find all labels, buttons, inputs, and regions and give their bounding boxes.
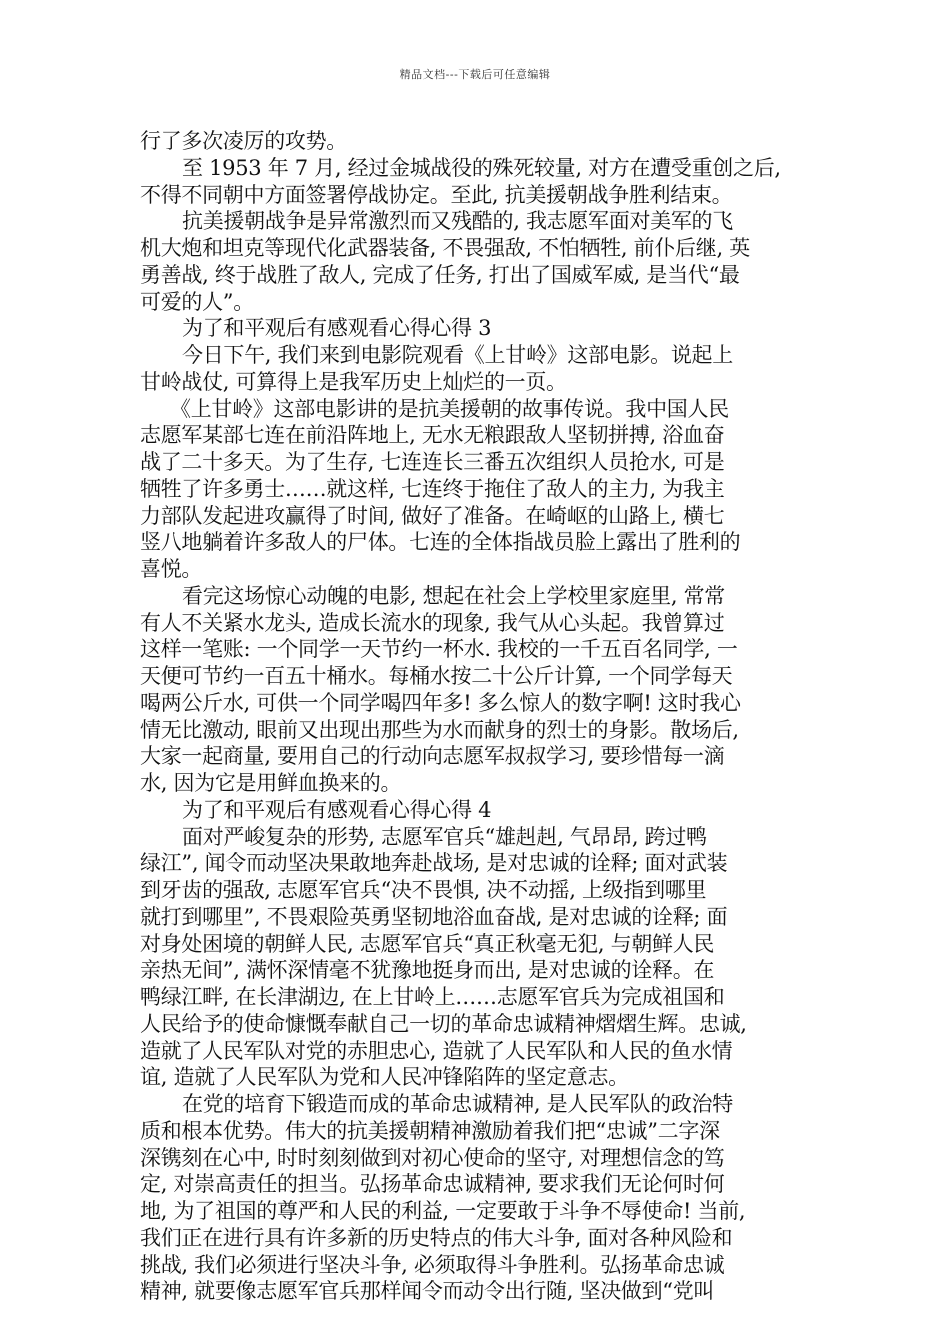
text-line: 看完这场惊心动魄的电影, 想起在社会上学校里家庭里, 常常 [182, 583, 725, 608]
text-line: 人民给予的使命慷慨奉献自己一切的革命忠诚精神熠熠生辉。忠诚, [140, 1011, 747, 1036]
text-line: 鸭绿江畔, 在长津湖边, 在上甘岭上……志愿军官兵为完成祖国和 [140, 985, 725, 1009]
text-line: 《上甘岭》这部电影讲的是抗美援朝的故事传说。我中国人民 [170, 396, 729, 421]
text-line: 战了二十多天。为了生存, 七连连长三番五次组织人员抢水, 可是 [140, 450, 725, 474]
section-heading: 为了和平观后有感观看心得心得 4 [182, 797, 492, 822]
text-line: 大家一起商量, 要用自己的行动向志愿军叔叔学习, 要珍惜每一滴 [140, 744, 725, 769]
text-line: 就打到哪里”, 不畏艰险英勇坚韧地浴血奋战, 是对忠诚的诠释; 面 [140, 904, 728, 929]
text-line: 至 1953 年 7 月, 经过金城战役的殊死较量, 对方在遭受重创之后, [182, 155, 781, 180]
text-line: 这样一笔账: 一个同学一天节约一杯水. 我校的一千五百名同学, 一 [140, 637, 738, 662]
text-line: 水, 因为它是用鲜血换来的。 [140, 771, 402, 795]
text-line: 机大炮和坦克等现代化武器装备, 不畏强敌, 不怕牺牲, 前仆后继, 英 [140, 236, 750, 260]
text-line: 甘岭战仗, 可算得上是我军历史上灿烂的一页。 [140, 369, 567, 394]
text-line: 抗美援朝战争是异常激烈而又残酷的, 我志愿军面对美军的飞 [182, 209, 733, 234]
text-line: 造就了人民军队对党的赤胆忠心, 造就了人民军队和人民的鱼水情 [140, 1038, 733, 1063]
text-line: 竖八地躺着许多敌人的尸体。七连的全体指战员脸上露出了胜利的 [140, 530, 741, 555]
text-line: 喝两公斤水, 可供一个同学喝四年多! 多么惊人的数字啊! 这时我心 [140, 690, 741, 715]
text-line: 可爱的人”。 [140, 289, 254, 314]
text-line: 到牙齿的强敌, 志愿军官兵“决不畏惧, 决不动摇, 上级指到哪里 [140, 878, 707, 902]
text-line: 定, 对崇高责任的担当。弘扬革命忠诚精神, 要求我们无论何时何 [140, 1172, 725, 1197]
text-line: 亲热无间”, 满怀深情毫不犹豫地挺身而出, 是对忠诚的诠释。在 [140, 958, 715, 983]
text-line: 有人不关紧水龙头, 造成长流水的现象, 我气从心头起。我曾算过 [140, 610, 725, 635]
text-line: 在党的培育下锻造而成的革命忠诚精神, 是人民军队的政治特 [182, 1092, 733, 1116]
page-header-watermark: 精品文档---下载后可任意编辑 [399, 68, 551, 81]
text-line: 牺牲了许多勇士……就这样, 七连终于拖住了敌人的主力, 为我主 [140, 476, 725, 501]
text-line: 情无比激动, 眼前又出现出那些为水而献身的烈士的身影。散场后, [140, 717, 739, 742]
text-line: 对身处困境的朝鲜人民, 志愿军官兵“真正秋毫无犯, 与朝鲜人民 [140, 931, 715, 956]
text-line: 志愿军某部七连在前沿阵地上, 无水无粮跟敌人坚韧拼搏, 浴血奋 [140, 423, 725, 448]
section-heading: 为了和平观后有感观看心得心得 3 [182, 316, 492, 341]
text-line: 精神, 就要像志愿军官兵那样闻令而动令出行随, 坚决做到“党叫 [140, 1279, 715, 1304]
text-line: 绿江”, 闻令而动坚决果敢地奔赴战场, 是对忠诚的诠释; 面对武装 [140, 851, 728, 876]
text-line: 我们正在进行具有许多新的历史特点的伟大斗争, 面对各种风险和 [140, 1225, 733, 1250]
text-line: 谊, 造就了人民军队为党和人民冲锋陷阵的坚定意志。 [140, 1065, 629, 1090]
text-line: 面对严峻复杂的形势, 志愿军官兵“雄赳赳, 气昂昂, 跨过鸭 [182, 824, 707, 849]
text-line: 喜悦。 [140, 557, 203, 581]
text-line: 地, 为了祖国的尊严和人民的利益, 一定要敢于斗争不辱使命! 当前, [140, 1199, 746, 1223]
text-line: 勇善战, 终于战胜了敌人, 完成了任务, 打出了国威军威, 是当代“最 [140, 262, 740, 287]
text-line: 今日下午, 我们来到电影院观看《上甘岭》这部电影。说起上 [182, 343, 733, 367]
text-line: 行了多次凌厉的攻势。 [140, 129, 347, 153]
text-line: 不得不同朝中方面签署停战协定。至此, 抗美援朝战争胜利结束。 [140, 182, 733, 207]
text-line: 质和根本优势。伟大的抗美援朝精神激励着我们把“忠诚”二字深 [140, 1118, 720, 1143]
text-line: 力部队发起进攻赢得了时间, 做好了准备。在崎岖的山路上, 横七 [140, 503, 725, 528]
document-body [140, 128, 824, 1305]
text-line: 深镌刻在心中, 时时刻刻做到对初心使命的坚守, 对理想信念的笃 [140, 1145, 725, 1170]
text-line: 挑战, 我们必须进行坚决斗争, 必须取得斗争胜利。弘扬革命忠诚 [140, 1252, 725, 1277]
text-line: 天便可节约一百五十桶水。每桶水按二十公斤计算, 一个同学每天 [140, 664, 733, 688]
